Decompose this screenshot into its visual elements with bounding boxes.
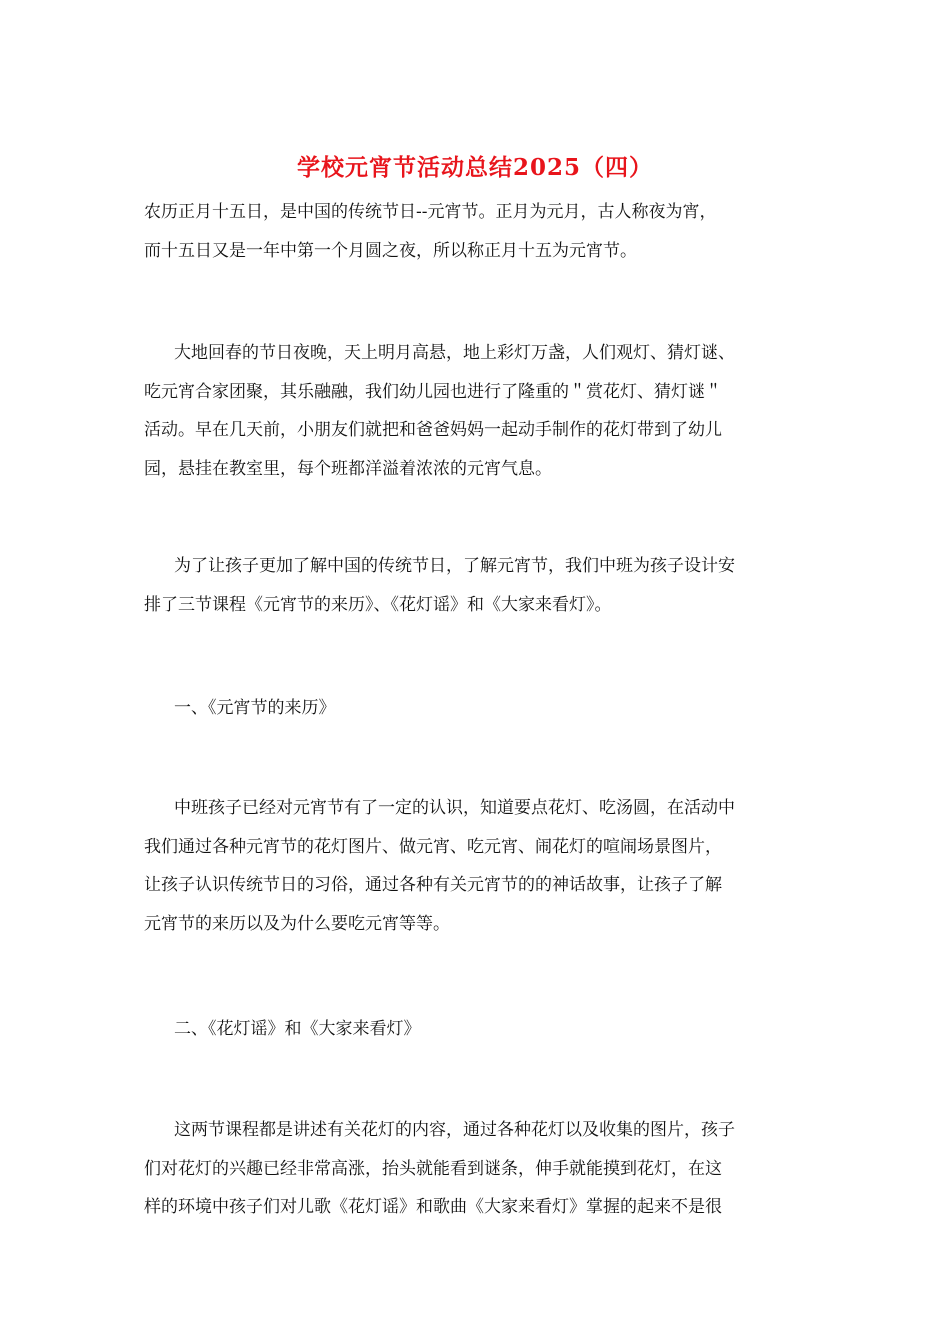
- text-line: 样的环境中孩子们对儿歌《花灯谣》和歌曲《大家来看灯》掌握的起来不是很: [144, 1197, 722, 1217]
- text-line: 中班孩子已经对元宵节有了一定的认识，知道要点花灯、吃汤圆，在活动中: [174, 798, 735, 818]
- text-line: 排了三节课程《元宵节的来历》、《花灯谣》和《大家来看灯》。: [144, 594, 612, 615]
- text-line: 园，悬挂在教室里，每个班都洋溢着浓浓的元宵气息。: [144, 458, 552, 479]
- paragraph-festival-night: [144, 334, 814, 488]
- text-line: 大地回春的节日夜晚，天上明月高悬，地上彩灯万盏，人们观灯、猜灯谜、: [174, 343, 735, 363]
- section-heading-2: [144, 1010, 814, 1049]
- text-line: 而十五日又是一年中第一个月圆之夜，所以称正月十五为元宵节。: [144, 240, 637, 261]
- section-heading-text: 二、《花灯谣》和《大家来看灯》: [174, 1019, 421, 1039]
- text-line: 元宵节的来历以及为什么要吃元宵等等。: [144, 913, 450, 934]
- text-line: 农历正月十五日，是中国的传统节日--元宵节。正月为元月，古人称夜为宵，: [144, 202, 717, 222]
- text-line: 让孩子认识传统节日的习俗，通过各种有关元宵节的的神话故事，让孩子了解: [144, 875, 722, 895]
- text-line: 我们通过各种元宵节的花灯图片、做元宵、吃元宵、闹花灯的喧闹场景图片，: [144, 836, 722, 857]
- paragraph-courses: [144, 547, 814, 624]
- document-title: 学校元宵节活动总结2025（四）: [296, 154, 653, 181]
- text-line: 们对花灯的兴趣已经非常高涨，抬头就能看到谜条，伸手就能摸到花灯，在这: [144, 1158, 722, 1179]
- section-heading-text: 一、《元宵节的来历》: [174, 698, 336, 718]
- paragraph-origin: [144, 789, 814, 943]
- text-line: 活动。早在几天前，小朋友们就把和爸爸妈妈一起动手制作的花灯带到了幼儿: [144, 420, 722, 440]
- paragraph-lantern-courses: [144, 1111, 814, 1227]
- section-heading-1: [144, 689, 814, 728]
- text-line: 这两节课程都是讲述有关花灯的内容，通过各种花灯以及收集的图片，孩子: [174, 1120, 735, 1140]
- paragraph-intro: [144, 193, 814, 270]
- text-line: 为了让孩子更加了解中国的传统节日，了解元宵节，我们中班为孩子设计安: [174, 556, 735, 576]
- text-line: 吃元宵合家团聚，其乐融融，我们幼儿园也进行了隆重的＂赏花灯、猜灯谜＂: [144, 381, 722, 402]
